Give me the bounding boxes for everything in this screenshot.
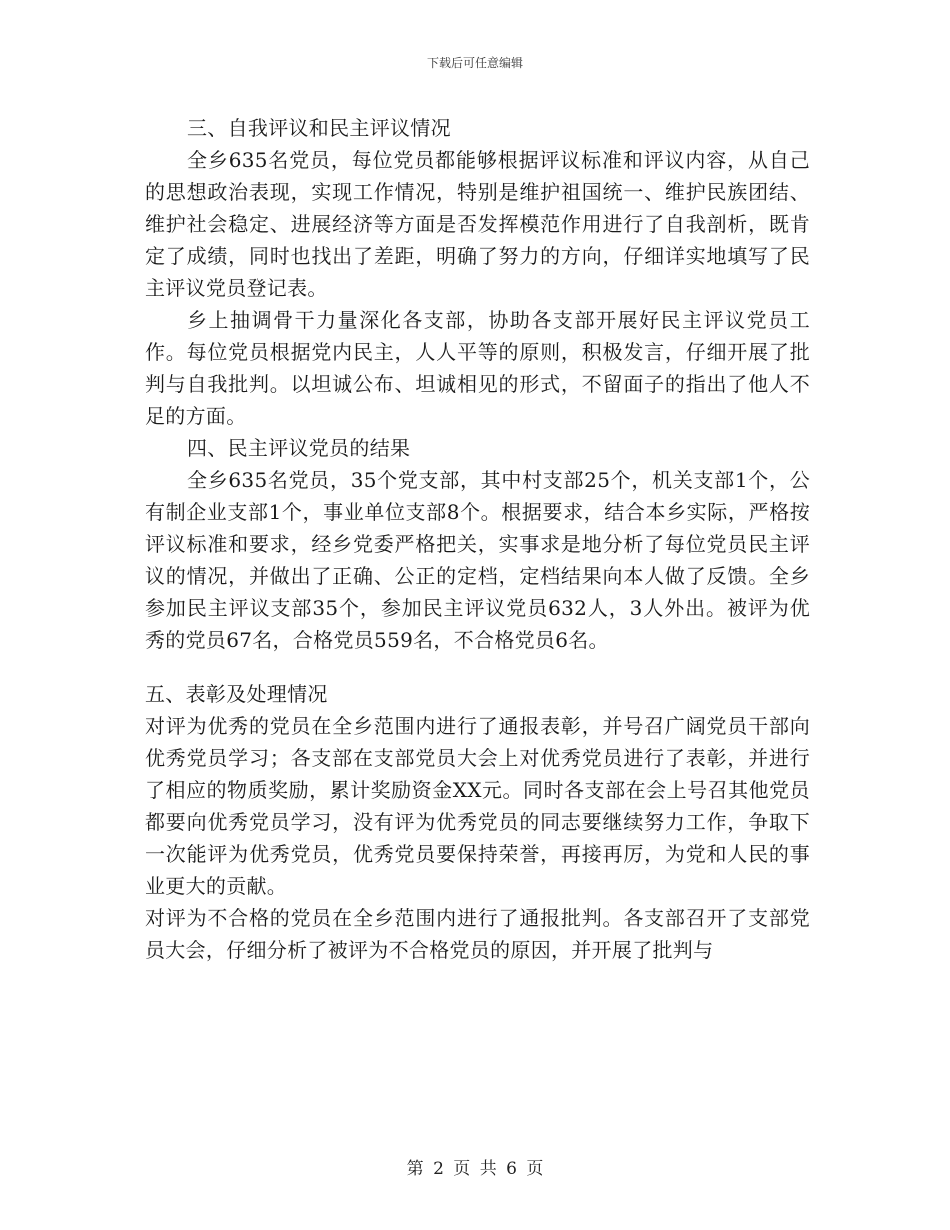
section-heading-5: 五、表彰及处理情况 (145, 682, 328, 706)
paragraph: 对评为不合格的党员在全乡范围内进行了通报批判。各支部召开了支部党员大会，仔细分析了被评为不合格党员的原因，并开展了批判与 (145, 906, 810, 962)
section-heading-4: 四、民主评议党员的结果 (187, 436, 411, 460)
paragraph: 全乡635名党员，每位党员都能够根据评议标准和评议内容，从自己的思想政治表现，实现工作情况，特别是维护祖国统一、维护民族团结、维护社会稳定、进展经济等方面是否发挥模范作用进行了自我剖析，既肯定了成绩，同时也找出了差距，明确了努力的方向，仔细详实地填写了民主评议党员登记表。 (145, 148, 810, 300)
paragraph: 乡上抽调骨干力量深化各支部，协助各支部开展好民主评议党员工作。每位党员根据党内民主，人人平等的原则，积极发言，仔细开展了批判与自我批判。以坦诚公布、坦诚相见的形式，不留面子的指出了他人不足的方面。 (145, 308, 810, 428)
document-body (145, 112, 810, 966)
page-header-note: 下载后可任意编辑 (426, 56, 523, 70)
page-number-footer: 第 2 页 共 6 页 (406, 1159, 544, 1179)
section-heading-3: 三、自我评议和民主评议情况 (187, 116, 451, 140)
paragraph: 全乡635名党员，35个党支部，其中村支部25个，机关支部1个，公有制企业支部1个，事业单位支部8个。根据要求，结合本乡实际，严格按评议标准和要求，经乡党委严格把关，实事求是地分析了每位党员民主评议的情况，并做出了正确、公正的定档，定档结果向本人做了反馈。全乡参加民主评议支部35个，参加民主评议党员632人，3人外出。被评为优秀的党员67名，合格党员559名，不合格党员6名。 (145, 468, 810, 652)
paragraph: 对评为优秀的党员在全乡范围内进行了通报表彰，并号召广阔党员干部向优秀党员学习；各支部在支部党员大会上对优秀党员进行了表彰，并进行了相应的物质奖励，累计奖励资金XX元。同时各支部在会上号召其他党员都要向优秀党员学习，没有评为优秀党员的同志要继续努力工作，争取下一次能评为优秀党员，优秀党员要保持荣誉，再接再厉，为党和人民的事业更大的贡献。 (145, 714, 810, 898)
